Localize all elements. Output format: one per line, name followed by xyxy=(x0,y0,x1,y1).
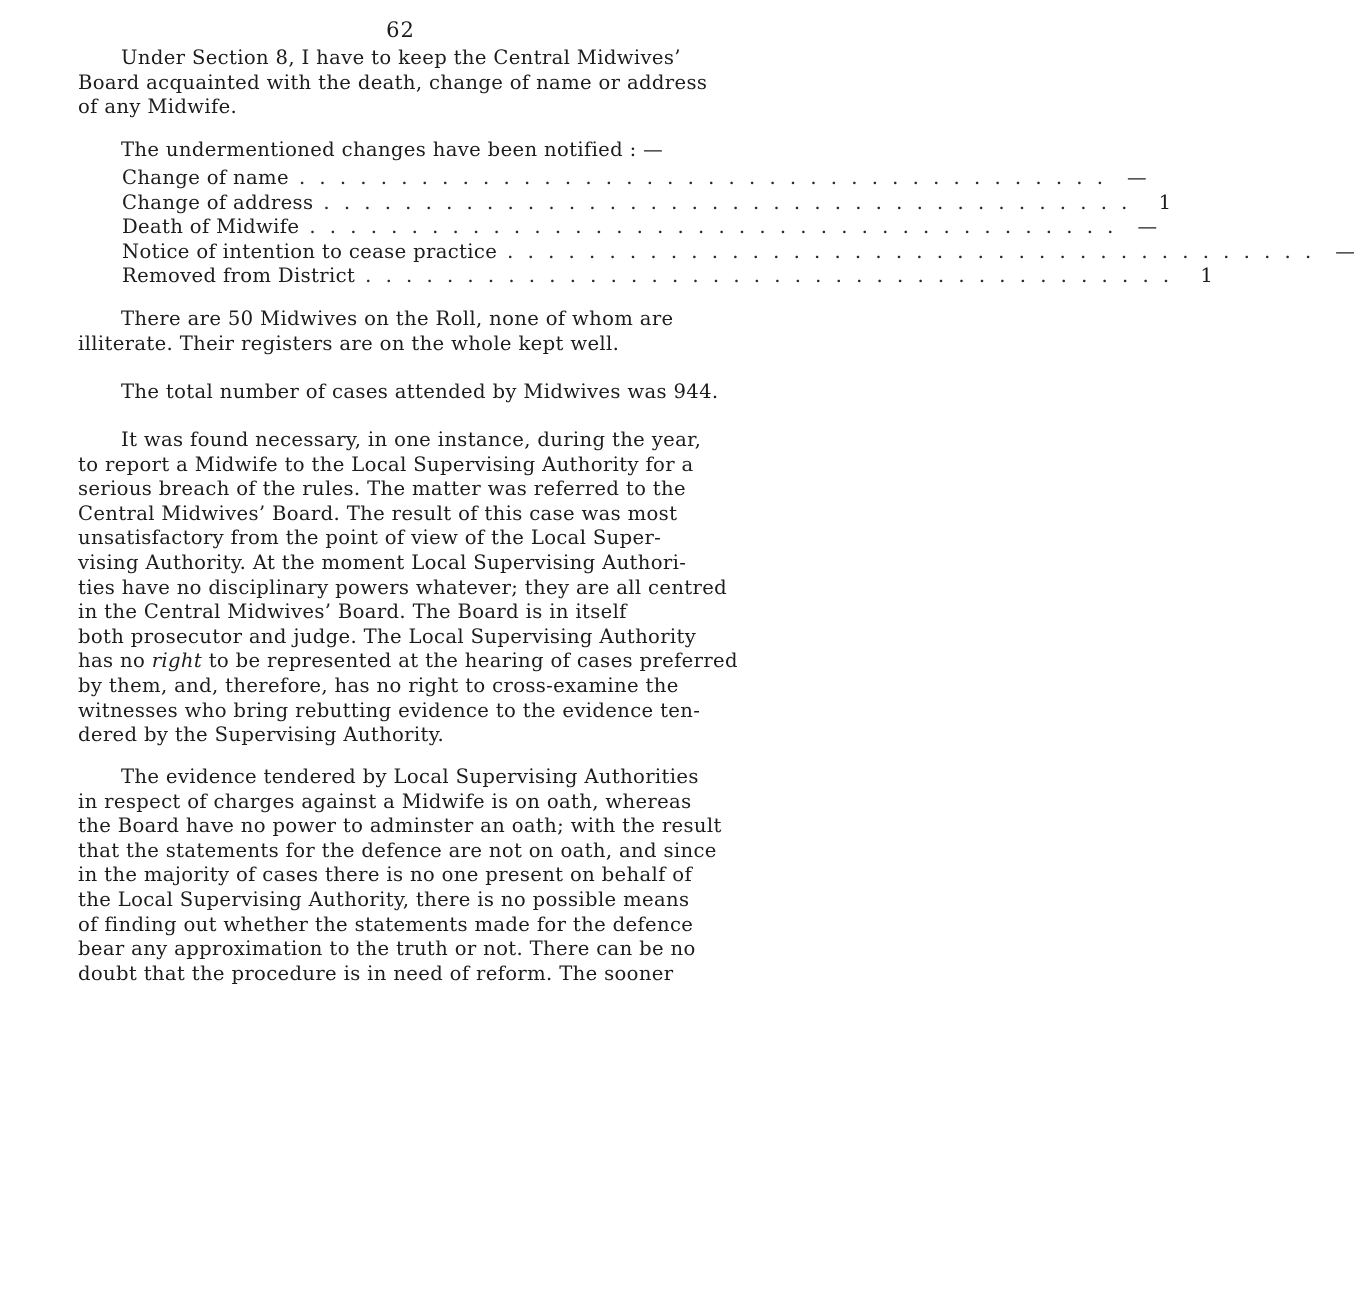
page-number: 62 xyxy=(386,18,415,42)
paragraph-evidence-oath xyxy=(78,765,726,986)
text-line: the Local Supervising Authority, there is no possible means xyxy=(78,887,690,911)
text-line: Central Midwives’ Board. The result of this case was most xyxy=(78,501,678,525)
text-line: Under Section 8, I have to keep the Central Midwives’ xyxy=(121,46,681,69)
italic-word: right xyxy=(151,649,203,673)
change-value: 1 xyxy=(1200,264,1214,288)
list-item xyxy=(122,264,1214,289)
paragraph-changes-intro xyxy=(78,138,726,163)
list-item xyxy=(122,215,1158,240)
text-line: Board acquainted with the death, change of name or address xyxy=(78,70,708,94)
change-label: Death of Midwife xyxy=(122,215,300,239)
text-line: in the Central Midwives’ Board. The Board is in itself xyxy=(78,600,627,624)
text-line: doubt that the procedure is in need of reform. The sooner xyxy=(78,961,674,985)
text-line: of finding out whether the statements made for the defence xyxy=(78,912,694,936)
text-line: dered by the Supervising Authority. xyxy=(78,723,445,747)
text-line: vising Authority. At the moment Local Supervising Authori- xyxy=(78,550,687,574)
leader-dots: . . . . . . . . . . . . . . . . . . . . . . . . . . . . . . . . . . . . . . . . xyxy=(507,239,1316,263)
text-line: that the statements for the defence are not on oath, and since xyxy=(78,838,717,862)
paragraph-section-8 xyxy=(78,46,726,120)
text-line: of any Midwife. xyxy=(78,95,238,119)
text-line: in respect of charges against a Midwife is on oath, whereas xyxy=(78,789,692,813)
text-line: unsatisfactory from the point of view of the Local Super- xyxy=(78,526,662,550)
list-item xyxy=(122,166,1147,191)
text-line: witnesses who bring rebutting evidence to the evidence ten- xyxy=(78,698,701,722)
text-fragment: has no xyxy=(78,649,152,673)
change-label: Removed from District xyxy=(122,264,356,288)
text-line: illiterate. Their registers are on the whole kept well. xyxy=(78,331,620,355)
text-line: serious breach of the rules. The matter was referred to the xyxy=(78,477,686,501)
change-value: — xyxy=(1127,166,1147,189)
text-line: the Board have no power to adminster an oath; with the result xyxy=(78,814,722,838)
leader-dots: . . . . . . . . . . . . . . . . . . . . . . . . . . . . . . . . . . . . . . . . xyxy=(298,166,1107,189)
text-line: The total number of cases attended by Midwives was 944. xyxy=(121,380,719,403)
paragraph-breach-report xyxy=(78,428,738,748)
text-line: ties have no disciplinary powers whatever; they are all centred xyxy=(78,575,728,599)
changes-list xyxy=(122,166,1355,289)
leader-dots: . . . . . . . . . . . . . . . . . . . . . . . . . . . . . . . . . . . . . . . . xyxy=(309,215,1118,239)
text-line: The undermentioned changes have been notified : — xyxy=(121,138,664,161)
text-line: by them, and, therefore, has no right to cross-examine the xyxy=(78,673,679,697)
list-item xyxy=(122,239,1355,265)
list-item xyxy=(122,190,1172,216)
text-line: The evidence tendered by Local Supervising Authorities xyxy=(121,765,699,788)
text-line-with-italic xyxy=(78,649,738,674)
text-fragment: to be represented at the hearing of cases preferred xyxy=(202,649,738,673)
text-line: in the majority of cases there is no one present on behalf of xyxy=(78,863,693,887)
text-line: There are 50 Midwives on the Roll, none of whom are xyxy=(121,307,674,330)
change-label: Change of name xyxy=(122,166,289,189)
change-value: 1 xyxy=(1158,190,1172,214)
paragraph-roll xyxy=(78,307,726,356)
text-line: bear any approximation to the truth or not. There can be no xyxy=(78,937,696,961)
change-label: Change of address xyxy=(122,190,314,214)
change-value: — xyxy=(1335,239,1355,263)
leader-dots: . . . . . . . . . . . . . . . . . . . . . . . . . . . . . . . . . . . . . . . . xyxy=(323,190,1132,214)
change-value: — xyxy=(1137,215,1158,239)
change-label: Notice of intention to cease practice xyxy=(122,239,498,263)
text-line: to report a Midwife to the Local Supervising Authority for a xyxy=(78,452,694,476)
leader-dots: . . . . . . . . . . . . . . . . . . . . . . . . . . . . . . . . . . . . . . . . xyxy=(365,264,1174,288)
text-line: It was found necessary, in one instance, during the year, xyxy=(121,428,702,451)
text-line: both prosecutor and judge. The Local Supervising Authority xyxy=(78,624,697,648)
paragraph-total-cases xyxy=(78,380,726,405)
